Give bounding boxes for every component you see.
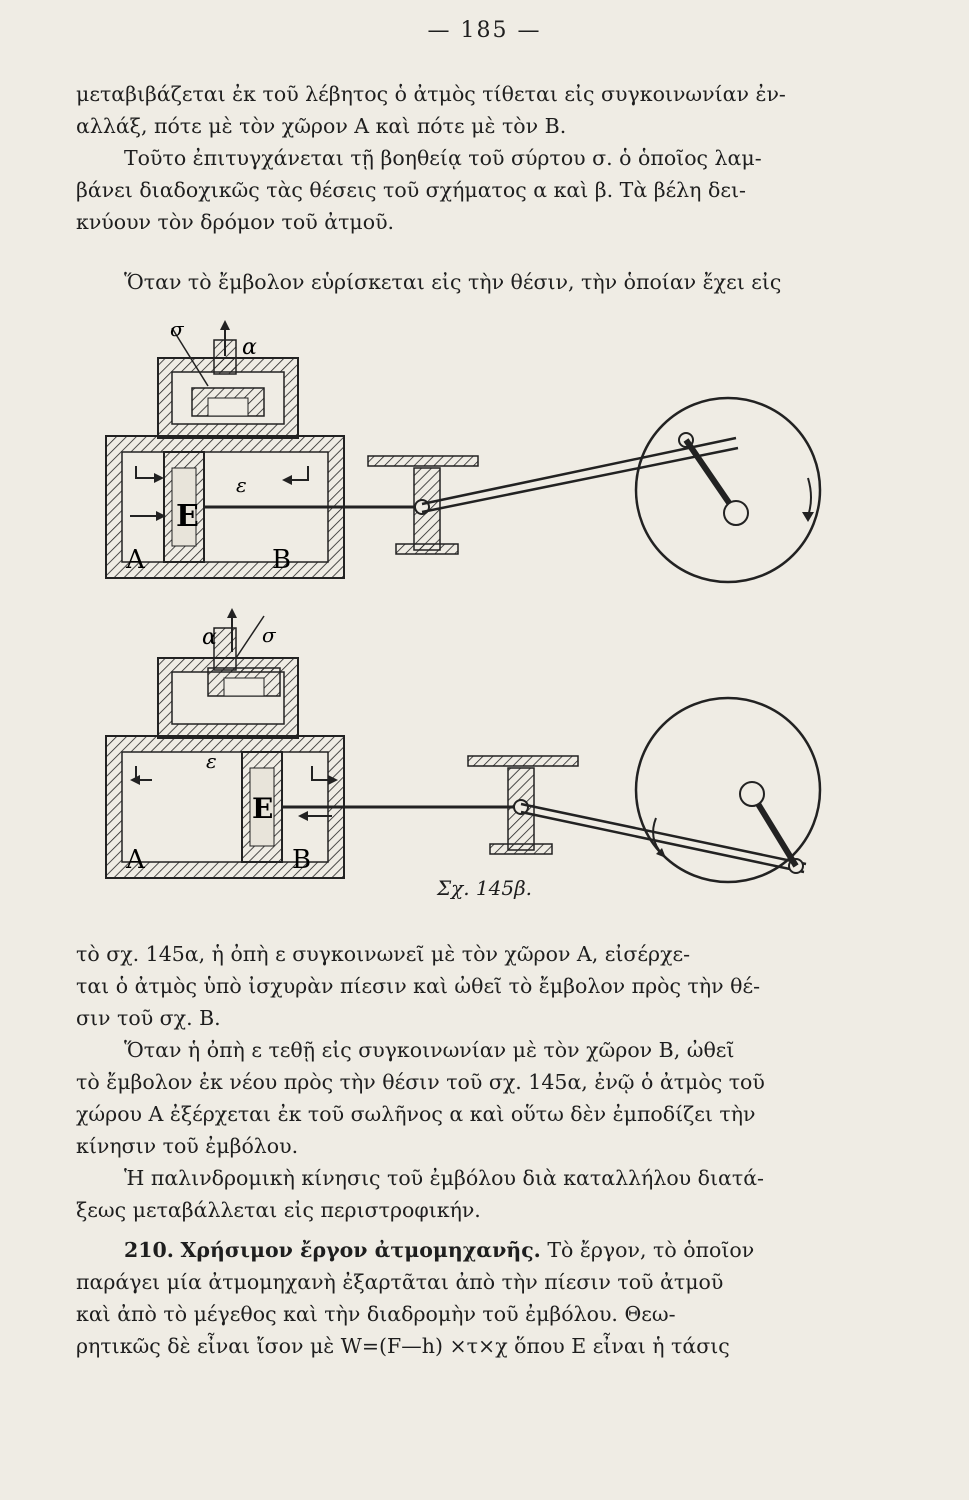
section-heading-line — [76, 1234, 866, 1266]
label-sigma: σ — [170, 318, 184, 341]
engine-diagram-lower — [106, 608, 820, 882]
label-piston: Ε — [252, 792, 274, 825]
body-paragraphs — [76, 938, 866, 1362]
page-number: — 185 — — [427, 18, 542, 43]
text-line: καὶ ἀπὸ τὸ μέγεθος καὶ τὴν διαδρομὴν τοῦ ἐμβόλου. Θεω- — [76, 1302, 676, 1326]
label-chamber-b: Β — [292, 845, 312, 875]
top-paragraphs — [76, 78, 866, 238]
text-line: χώρου Α ἐξέρχεται ἐκ τοῦ σωλῆνος α καὶ οὕτω δὲν ἐμποδίζει τὴν — [76, 1102, 756, 1126]
text-line: Ὅταν ἡ ὀπὴ ε τεθῇ εἰς συγκοινωνίαν μὲ τὸν χῶρον Β, ὠθεῖ — [124, 1038, 735, 1062]
text-line: ρητικῶς δὲ εἶναι ἴσον μὲ W=(F—h) ×τ×χ ὅπου Ε εἶναι ἡ τάσις — [76, 1334, 730, 1358]
text-line: παράγει μία ἀτμομηχανὴ ἐξαρτᾶται ἀπὸ τὴν πίεσιν τοῦ ἀτμοῦ — [76, 1270, 724, 1294]
text-line: Τοῦτο ἐπιτυγχάνεται τῇ βοηθείᾳ τοῦ σύρτου σ. ὁ ὁποῖος λαμ- — [124, 146, 762, 170]
text-line: Ὅταν τὸ ἔμβολον εὑρίσκεται εἰς τὴν θέσιν, τὴν ὁποίαν ἔχει εἰς — [124, 270, 782, 294]
text-line: μεταβιβάζεται ἐκ τοῦ λέβητος ὁ ἀτμὸς τίθεται εἰς συγκοινωνίαν ἐν- — [76, 82, 786, 106]
label-chamber-b: Β — [272, 545, 292, 575]
label-alpha: α — [242, 335, 257, 360]
text-line: κίνησιν τοῦ ἐμβόλου. — [76, 1134, 299, 1158]
label-chamber-a: Α — [126, 845, 145, 875]
text-line: τὸ σχ. 145α, ἡ ὀπὴ ε συγκοινωνεῖ μὲ τὸν χῶρον Α, εἰσέρχε- — [76, 942, 691, 966]
label-epsilon: ε — [206, 749, 217, 773]
intro-paragraph — [76, 266, 866, 298]
text-line: ξεως μεταβάλλεται εἰς περιστροφικήν. — [76, 1198, 481, 1222]
label-epsilon: ε — [236, 473, 247, 497]
engine-diagram-upper — [106, 318, 820, 582]
label-sigma: σ — [262, 623, 276, 647]
text-line: ται ὁ ἀτμὸς ὑπὸ ἰσχυρὰν πίεσιν καὶ ὠθεῖ τὸ ἔμβολον πρὸς τὴν θέ- — [76, 974, 760, 998]
text-line: αλλάξ, πότε μὲ τὸν χῶρον Α καὶ πότε μὲ τὸν Β. — [76, 114, 567, 138]
label-chamber-a: Α — [126, 545, 145, 575]
text-line: Τὸ ἔργον, τὸ ὁποῖον — [540, 1238, 755, 1262]
text-line: σιν τοῦ σχ. Β. — [76, 1006, 221, 1030]
label-alpha: α — [202, 625, 217, 650]
section-title: Χρήσιμον ἔργον ἀτμομηχανῆς. — [180, 1238, 541, 1262]
section-number: 210. — [124, 1238, 174, 1262]
text-line: βάνει διαδοχικῶς τὰς θέσεις τοῦ σχήματος α καὶ β. Τὰ βέλη δει- — [76, 178, 746, 202]
steam-engine-figure — [96, 318, 886, 898]
text-line: Ἡ παλινδρομικὴ κίνησις τοῦ ἐμβόλου διὰ καταλλήλου διατά- — [124, 1166, 764, 1190]
label-piston: Ε — [176, 499, 199, 534]
figure-caption: Σχ. 145β. — [436, 876, 533, 900]
text-line: κνύουν τὸν δρόμον τοῦ ἀτμοῦ. — [76, 210, 395, 234]
text-line: τὸ ἔμβολον ἐκ νέου πρὸς τὴν θέσιν τοῦ σχ. 145α, ἐνῷ ὁ ἀτμὸς τοῦ — [76, 1070, 765, 1094]
